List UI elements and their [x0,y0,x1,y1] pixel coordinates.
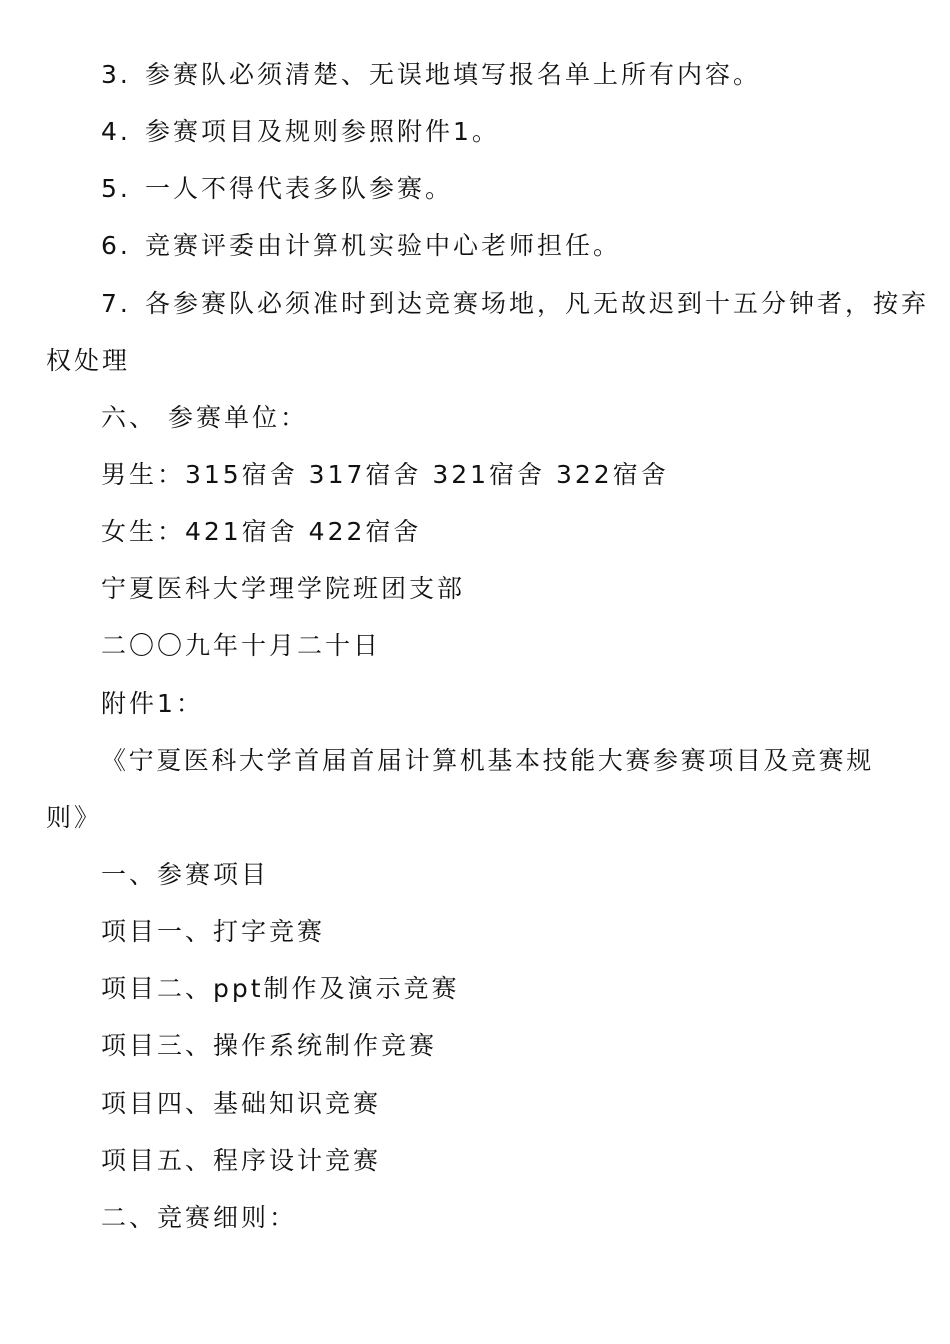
rule-number: 4. [101,117,131,146]
signature-date: 二〇〇九年十月二十日 [101,631,382,660]
rule-number: 3. [101,60,131,89]
rule-item-6 [0,230,950,262]
list-item: 项目五、程序设计竞赛 [101,1146,382,1175]
rule-text: 竞赛评委由计算机实验中心老师担任。 [145,231,622,260]
signature-org: 宁夏医科大学理学院班团支部 [101,574,466,603]
rule-number: 6. [101,231,131,260]
rule-item-7 [0,288,950,320]
list-item: 项目二、ppt制作及演示竞赛 [101,974,460,1003]
attachment-title-continuation: 则》 [46,803,103,832]
rule-text: 参赛项目及规则参照附件1。 [145,117,500,146]
items-heading: 一、参赛项目 [101,860,270,889]
section6-heading: 六、 参赛单位： [101,403,308,432]
list-item: 项目四、基础知识竞赛 [101,1089,382,1118]
attachment-label: 附件1： [101,689,204,718]
rule-number: 5. [101,174,131,203]
rule-text: 各参赛队必须准时到达竞赛场地，凡无故迟到十五分钟者，按弃 [145,289,930,318]
rule-number: 7. [101,289,131,318]
male-dorms: 男生：315宿舍 317宿舍 321宿舍 322宿舍 [101,460,669,489]
list-item: 项目一、打字竞赛 [101,917,326,946]
rule-text: 参赛队必须清楚、无误地填写报名单上所有内容。 [145,60,762,89]
rule-item-4 [0,116,950,148]
female-dorms: 女生：421宿舍 422宿舍 [101,517,422,546]
rule-text: 一人不得代表多队参赛。 [145,174,454,203]
list-item: 项目三、操作系统制作竞赛 [101,1031,438,1060]
rule-item-7-continuation: 权处理 [46,346,131,375]
rule-item-5 [0,173,950,205]
attachment-title: 《宁夏医科大学首届首届计算机基本技能大赛参赛项目及竞赛规 [101,746,874,775]
details-heading: 二、竞赛细则： [101,1203,298,1232]
rule-item-3 [0,59,950,91]
